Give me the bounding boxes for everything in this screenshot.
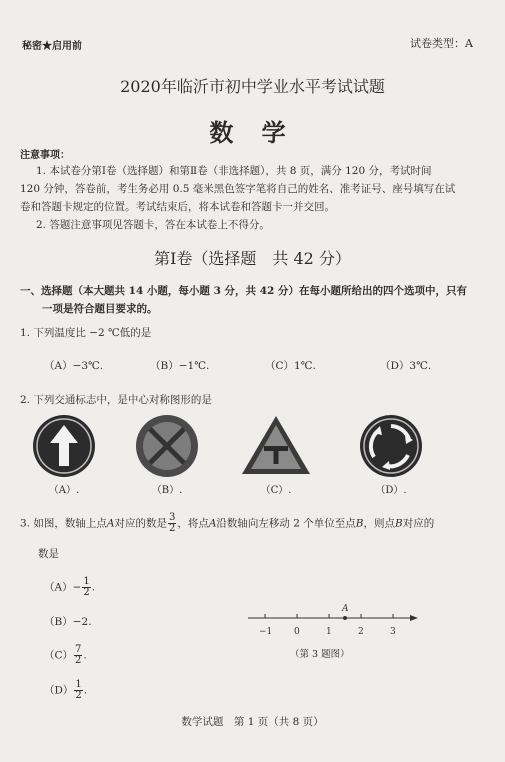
no-stopping-sign-icon: [134, 413, 200, 479]
q1-option-a: （A）−3℃.: [44, 360, 104, 372]
tick-label-0: 0: [294, 627, 300, 637]
q3-stem: 3. 如图，数轴上点A对应的数是 $\frac{3}{2}$ ，将点A沿数轴向左移动 2 个单位至点B，则点B对应的: [20, 512, 435, 534]
figure-caption: （第 3 题图）: [290, 649, 350, 660]
q3-option-c: （C） $\frac{7}{2}$ .: [44, 644, 87, 666]
number-line-figure: [240, 600, 420, 644]
instruction-line1: 一、选择题（本大题共 14 小题，每小题 3 分，共 42 分）在每小题所给出的四个选项中，只有: [20, 285, 467, 297]
q1-option-d: （D）3℃.: [380, 360, 432, 372]
q3-stem-line2: 数是: [38, 548, 59, 560]
q3-fraction: $\frac{3}{2}$: [168, 512, 176, 534]
exam-title: 2020年临沂市初中学业水平考试试题: [120, 77, 385, 96]
notes-item1-line2: 120 分钟，答卷前，考生务必用 0.5 毫米黑色签字笔将自己的姓名、准考证号、座号填写在试: [20, 183, 456, 195]
page-footer: 数学试题 第 1 页（共 8 页）: [181, 716, 324, 728]
q3-option-d: （D） $\frac{1}{2}$ .: [44, 679, 88, 701]
number-line-arrow: [410, 615, 418, 621]
subject-title: 数 学: [209, 118, 296, 147]
tick-label-1: 1: [326, 627, 332, 637]
notes-heading: 注意事项：: [20, 150, 70, 161]
q1-option-c: （C）1℃.: [265, 360, 316, 372]
q3-option-b: （B）−2.: [44, 616, 92, 628]
confidential-mark: 秘密★启用前: [22, 41, 82, 52]
up-arrow-sign-icon: [31, 413, 97, 479]
q2-label-a: （A）.: [48, 485, 80, 496]
notes-item1-line3: 卷和答题卡规定的位置。考试结束后，将本试卷和答题卡一并交回。: [20, 201, 335, 213]
q3-option-a: （A）− $\frac{1}{2}$ .: [44, 576, 96, 598]
tick-label-3: 3: [390, 627, 396, 637]
q2-label-c: （C）.: [260, 485, 292, 496]
section-title: 第Ⅰ卷（选择题 共 42 分）: [154, 249, 351, 268]
q1-stem: 1. 下列温度比 −2 ℃低的是: [20, 327, 152, 339]
tick-label-2: 2: [358, 627, 364, 637]
q2-stem: 2. 下列交通标志中，是中心对称图形的是: [20, 394, 212, 406]
point-a-dot: [343, 616, 347, 620]
notes-item1-line1: 1. 本试卷分第Ⅰ卷（选择题）和第Ⅱ卷（非选择题），共 8 页，满分 120 分，考试时间: [36, 165, 432, 177]
q2-label-d: （D）.: [375, 485, 407, 496]
notes-item2: 2. 答题注意事项见答题卡，答在本试卷上不得分。: [36, 219, 270, 231]
paper-type: 试卷类型：A: [410, 37, 473, 50]
instruction-line2: 一项是符合题目要求的。: [42, 303, 158, 315]
tick-label-neg1: −1: [259, 627, 273, 637]
q2-label-b: （B）.: [151, 485, 183, 496]
point-a-label: A: [342, 604, 349, 614]
q1-option-b: （B）−1℃.: [150, 360, 210, 372]
t-junction-sign-icon: [240, 413, 312, 477]
roundabout-sign-icon: [358, 413, 424, 479]
